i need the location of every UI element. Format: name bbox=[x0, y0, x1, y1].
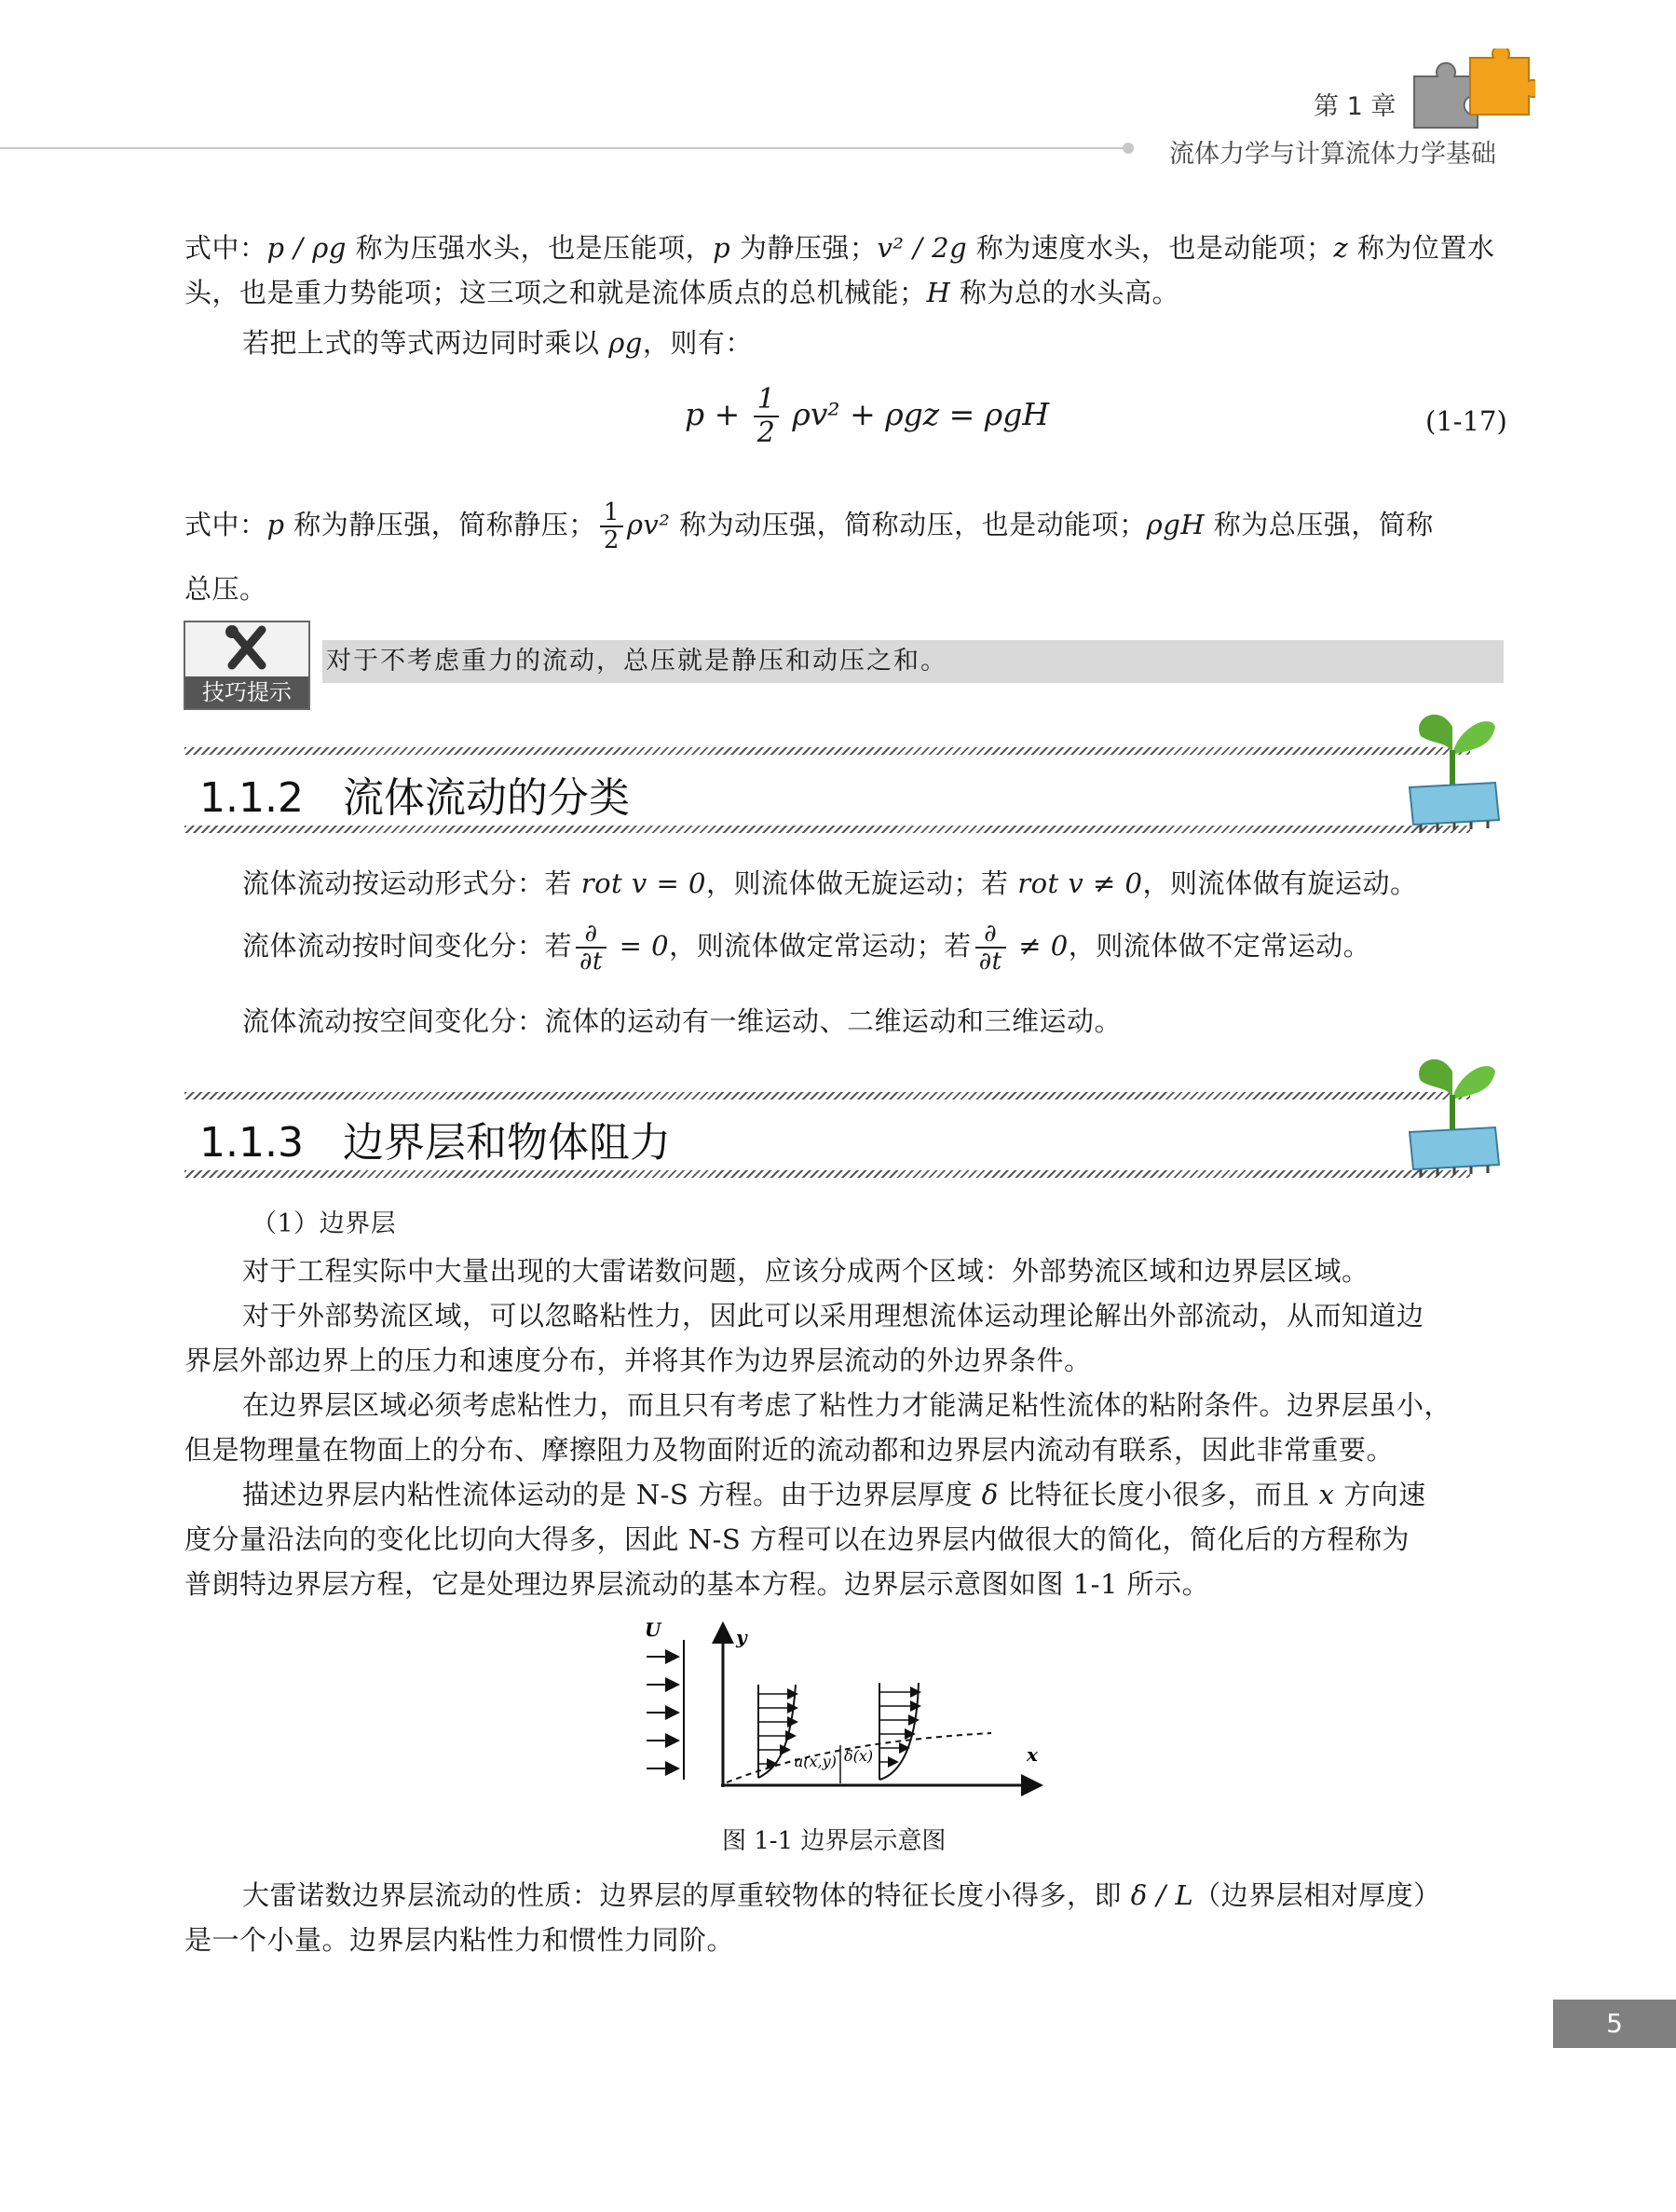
header-title: 流体力学与计算流体力学基础 bbox=[1169, 140, 1496, 169]
section-number: 1.1.2 bbox=[199, 774, 304, 822]
equation-part: p + bbox=[685, 396, 741, 432]
text: ，则流体做定常运动；若 bbox=[669, 930, 972, 962]
text: 流体流动按时间变化分：若 bbox=[242, 930, 573, 962]
text: 称为位置水头，也是重力势能项；这三项之和就是流体质点的总机械能； bbox=[184, 232, 1495, 308]
equation-number: (1-17) bbox=[1425, 405, 1507, 437]
chapter-label: 第 1 章 bbox=[1314, 92, 1397, 121]
text: 式中： bbox=[184, 509, 267, 540]
paragraph-bl-4b: 度分量沿法向的变化比切向大得多，因此 N-S 方程可以在边界层内做很大的简化，简化后的方程称为 bbox=[184, 1523, 1410, 1555]
fraction-partial-t bbox=[576, 921, 606, 975]
frac-den: 2 bbox=[603, 526, 620, 554]
section-heading-1-1-3 bbox=[199, 1109, 671, 1168]
paragraph-bl-2b: 界层外部边界上的压力和速度分布，并将其作为边界层流动的外边界条件。 bbox=[184, 1345, 1092, 1376]
frac-num: 1 bbox=[754, 384, 779, 417]
text: 流体流动按运动形式分：若 bbox=[242, 867, 581, 899]
figure-label-delta: δ(x) bbox=[844, 1747, 874, 1765]
text: 称为总压强，简称 bbox=[1205, 509, 1434, 540]
subheading-boundary-layer: （1）边界层 bbox=[252, 1209, 397, 1238]
math-rot-v-nonzero: rot v ≠ 0 bbox=[1017, 867, 1143, 899]
text: 若把上式的等式两边同时乘以 bbox=[242, 327, 609, 359]
text: 称为总的水头高。 bbox=[950, 277, 1180, 308]
figure-label-x: x bbox=[1027, 1743, 1038, 1766]
math-equals-zero: = 0 bbox=[609, 930, 670, 962]
text: ，则流体做无旋运动；若 bbox=[706, 867, 1018, 899]
math-p: p bbox=[266, 509, 285, 540]
tip-icon bbox=[184, 621, 310, 710]
paragraph-bl-3b: 但是物理量在物面上的分布、摩擦阻力及物面附近的流动都和边界层内流动有联系，因此非常重要。 bbox=[184, 1434, 1395, 1466]
math-not-zero: ≠ 0 bbox=[1009, 930, 1069, 962]
puzzle-icon bbox=[1405, 48, 1535, 132]
math-rho-v2: ρv² bbox=[626, 509, 671, 540]
paragraph-bl-5a bbox=[242, 1873, 1500, 1918]
figure-label-u: u(x,y) bbox=[794, 1753, 837, 1770]
sprout-chip-icon bbox=[1402, 1053, 1503, 1179]
paragraph-bl-3a: 在边界层区域必须考虑粘性力，而且只有考虑了粘性力才能满足粘性流体的粘附条件。边界层虽小， bbox=[242, 1389, 1452, 1421]
paragraph-head-terms bbox=[184, 225, 1500, 315]
sprout-chip-icon bbox=[1402, 708, 1503, 834]
paragraph-bl-4c: 普朗特边界层方程，它是处理边界层流动的基本方程。边界层示意图如图 1-1 所示。 bbox=[184, 1568, 1210, 1600]
paragraph-bl-4a bbox=[242, 1472, 1500, 1517]
frac-num: 1 bbox=[600, 499, 623, 527]
paragraph-flow-space: 流体流动按空间变化分：流体的运动有一维运动、二维运动和三维运动。 bbox=[242, 1005, 1123, 1037]
math-pressure-head: p / ρg bbox=[266, 232, 347, 264]
equation-part: ρv² + ρgz = ρgH bbox=[792, 396, 1050, 432]
frac-den: ∂t bbox=[579, 948, 603, 976]
paragraph-pressure-terms bbox=[184, 492, 1500, 557]
text: 方向速 bbox=[1334, 1479, 1426, 1510]
text: ，则流体做有旋运动。 bbox=[1142, 867, 1418, 899]
math-rot-v-zero: rot v = 0 bbox=[580, 867, 706, 899]
page-number: 5 bbox=[1606, 2008, 1623, 2039]
text: 称为速度水头，也是动能项； bbox=[967, 232, 1334, 264]
math-p: p bbox=[713, 232, 731, 264]
frac-num: ∂ bbox=[576, 921, 606, 949]
text: 比特征长度小很多，而且 bbox=[998, 1479, 1319, 1510]
text: 为静压强； bbox=[730, 232, 878, 264]
text: ，则流体做不定常运动。 bbox=[1068, 930, 1371, 962]
text: 称为静压强，简称静压； bbox=[284, 509, 596, 540]
header-rule bbox=[0, 147, 1127, 149]
section-title: 边界层和物体阻力 bbox=[342, 1119, 671, 1167]
paragraph-pressure-terms-end: 总压。 bbox=[184, 573, 267, 605]
frac-den: ∂t bbox=[978, 948, 1002, 976]
section-number: 1.1.3 bbox=[199, 1119, 304, 1167]
header-rule-dot bbox=[1123, 143, 1134, 154]
text: （边界层相对厚度） bbox=[1193, 1879, 1441, 1911]
figure-boundary-layer bbox=[637, 1619, 1047, 1796]
tools-icon bbox=[185, 622, 308, 676]
section-rule-bottom bbox=[184, 1170, 1470, 1178]
section-title: 流体流动的分类 bbox=[342, 774, 630, 822]
text: ，则有： bbox=[642, 327, 753, 359]
text: 大雷诺数边界层流动的性质：边界层的厚重较物体的特征长度小得多，即 bbox=[242, 1879, 1131, 1911]
paragraph-bl-5b: 是一个小量。边界层内粘性力和惯性力同阶。 bbox=[184, 1924, 735, 1956]
paragraph-flow-rotation bbox=[242, 861, 1500, 906]
section-rule-top bbox=[184, 1092, 1470, 1099]
section-rule-top bbox=[184, 747, 1470, 755]
equation-1-17 bbox=[685, 384, 1049, 449]
figure-caption: 图 1-1 边界层示意图 bbox=[722, 1827, 947, 1855]
text: 称为压强水头，也是压能项， bbox=[346, 232, 714, 264]
math-z: z bbox=[1333, 232, 1349, 264]
math-H: H bbox=[926, 277, 951, 308]
section-heading-1-1-2 bbox=[199, 764, 630, 824]
math-x: x bbox=[1318, 1479, 1335, 1510]
text: 描述边界层内粘性流体运动的是 N-S 方程。由于边界层厚度 bbox=[242, 1479, 982, 1510]
section-rule-bottom bbox=[184, 826, 1470, 833]
tip-icon-label: 技巧提示 bbox=[185, 676, 308, 708]
frac-den: 2 bbox=[756, 416, 775, 449]
figure-label-U: U bbox=[645, 1619, 661, 1641]
paragraph-bl-2a: 对于外部势流区域，可以忽略粘性力，因此可以采用理想流体运动理论解出外部流动，从而知道边 bbox=[242, 1300, 1424, 1331]
paragraph-bl-1: 对于工程实际中大量出现的大雷诺数问题，应该分成两个区域：外部势流区域和边界层区域。 bbox=[242, 1255, 1369, 1287]
tip-text: 对于不考虑重力的流动，总压就是静压和动压之和。 bbox=[326, 647, 947, 676]
math-rho-gH: ρgH bbox=[1146, 509, 1206, 540]
fraction-half bbox=[754, 384, 779, 449]
paragraph-flow-time bbox=[242, 913, 1500, 978]
fraction-partial-t bbox=[975, 921, 1006, 975]
frac-num: ∂ bbox=[975, 921, 1006, 949]
text: 称为动压强，简称动压，也是动能项； bbox=[670, 509, 1147, 540]
math-delta: δ bbox=[981, 1479, 999, 1510]
math-delta-over-L: δ / L bbox=[1130, 1879, 1194, 1911]
paragraph-multiply bbox=[242, 321, 1500, 365]
figure-label-y: y bbox=[736, 1626, 747, 1648]
math-velocity-head: v² / 2g bbox=[877, 232, 968, 264]
fraction-half bbox=[600, 499, 623, 553]
text: 式中： bbox=[184, 232, 267, 264]
math-rho-g: ρg bbox=[608, 327, 643, 359]
